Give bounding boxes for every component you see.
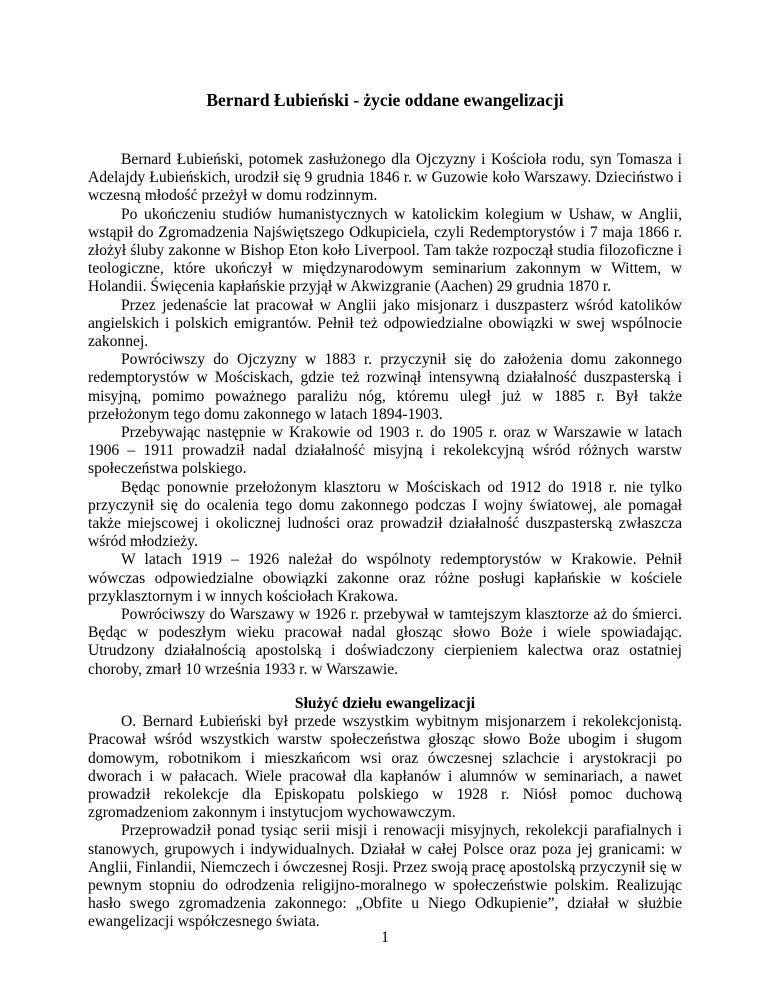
paragraph: Przeprowadził ponad tysiąc serii misji i renowacji misyjnych, rekolekcji parafialnych i stanowych, grupowych i indywidualnych. Działał w całej Polsce oraz poza jej granicami: w Anglii, Finlandii, Niemczech i ówczesnej Rosji. Przez swoją pracę apostolską przyczynił się w pewnym stopniu do odrodzenia religijno-moralnego w społeczeństwie polskim. Realizując hasło swego zgromadzenia zakonnego: „Obfite u Niego Odkupienie”, działał w służbie ewangelizacji współczesnego świata. — [88, 822, 682, 931]
document-body — [88, 151, 682, 932]
document-title: Bernard Łubieński - życie oddane ewangelizacji — [206, 90, 564, 110]
paragraph: W latach 1919 – 1926 należał do wspólnoty redemptorystów w Krakowie. Pełnił wówczas odpowiedzialne obowiązki zakonne oraz różne posługi kapłańskie w kościele przyklasztornym i w innych kościołach Krakowa. — [88, 551, 682, 605]
paragraph: Przez jedenaście lat pracował w Anglii jako misjonarz i duszpasterz wśród katolików angielskich i polskich emigrantów. Pełnił też odpowiedzialne obowiązki w swej wspólnocie zakonnej. — [88, 296, 682, 351]
section-heading: Służyć dziełu ewangelizacji — [294, 694, 476, 712]
paragraph: O. Bernard Łubieński był przede wszystkim wybitnym misjonarzem i rekolekcjonistą. Pracował wśród wszystkich warstw społeczeństwa głosząc słowo Boże ubogim i sługom domowym, robotnikom i mieszkańcom wsi oraz ówczesnej szlachcie i arystokracji po dworach i w pałacach. Wiele pracował dla kapłanów i alumnów w seminariach, a nawet prowadził rekolekcje dla Episkopatu polskiego w 1928 r. Niósł pomoc duchową zgromadzeniom zakonnym i instytucjom wychowawczym. — [88, 713, 682, 822]
paragraph: Powróciwszy do Ojczyzny w 1883 r. przyczynił się do założenia domu zakonnego redemptorystów w Mościskach, gdzie też rozwinął intensywną działalność duszpasterską i misyjną, pomimo poważnego paraliżu nóg, któremu uległ już w 1885 r. Był także przełożonym tego domu zakonnego w latach 1894-1903. — [88, 351, 682, 423]
paragraph: Przebywając następnie w Krakowie od 1903 r. do 1905 r. oraz w Warszawie w latach 1906 – 1911 prowadził nadal działalność misyjną i rekolekcyjną wśród różnych warstw społeczeństwa polskiego. — [88, 424, 682, 478]
page-number: 1 — [381, 929, 389, 946]
paragraph: Po ukończeniu studiów humanistycznych w katolickim kolegium w Ushaw, w Anglii, wstąpił do Zgromadzenia Najświętszego Odkupiciela, czyli Redemptorystów i 7 maja 1866 r. złożył śluby zakonne w Bishop Eton koło Liverpool. Tam także rozpoczął studia filozoficzne i teologiczne, które ukończył w międzynarodowym seminarium zakonnym w Wittem, w Holandii. Święcenia kapłańskie przyjął w Akwizgranie (Aachen) 29 grudnia 1870 r. — [88, 205, 682, 296]
paragraph: Bernard Łubieński, potomek zasłużonego dla Ojczyzny i Kościoła rodu, syn Tomasza i Adelajdy Łubieńskich, urodził się 9 grudnia 1846 r. w Guzowie koło Warszawy. Dzieciństwo i wczesną młodość przeżył w domu rodzinnym. — [88, 151, 682, 205]
paragraph: Będąc ponownie przełożonym klasztoru w Mościskach od 1912 do 1918 r. nie tylko przyczynił się do ocalenia tego domu zakonnego podczas I wojny światowej, ale pomagał także miejscowej i okolicznej ludności oraz prowadził działalność duszpasterską zwłaszcza wśród młodzieży. — [88, 478, 682, 551]
paragraph: Powróciwszy do Warszawy w 1926 r. przebywał w tamtejszym klasztorze aż do śmierci. Będąc w podeszłym wieku pracował nadal głosząc słowo Boże i wiele spowiadając. Utrudzony działalnością apostolską i doświadczony cierpieniem kalectwa oraz ostatniej choroby, zmarł 10 września 1933 r. w Warszawie. — [88, 606, 682, 678]
